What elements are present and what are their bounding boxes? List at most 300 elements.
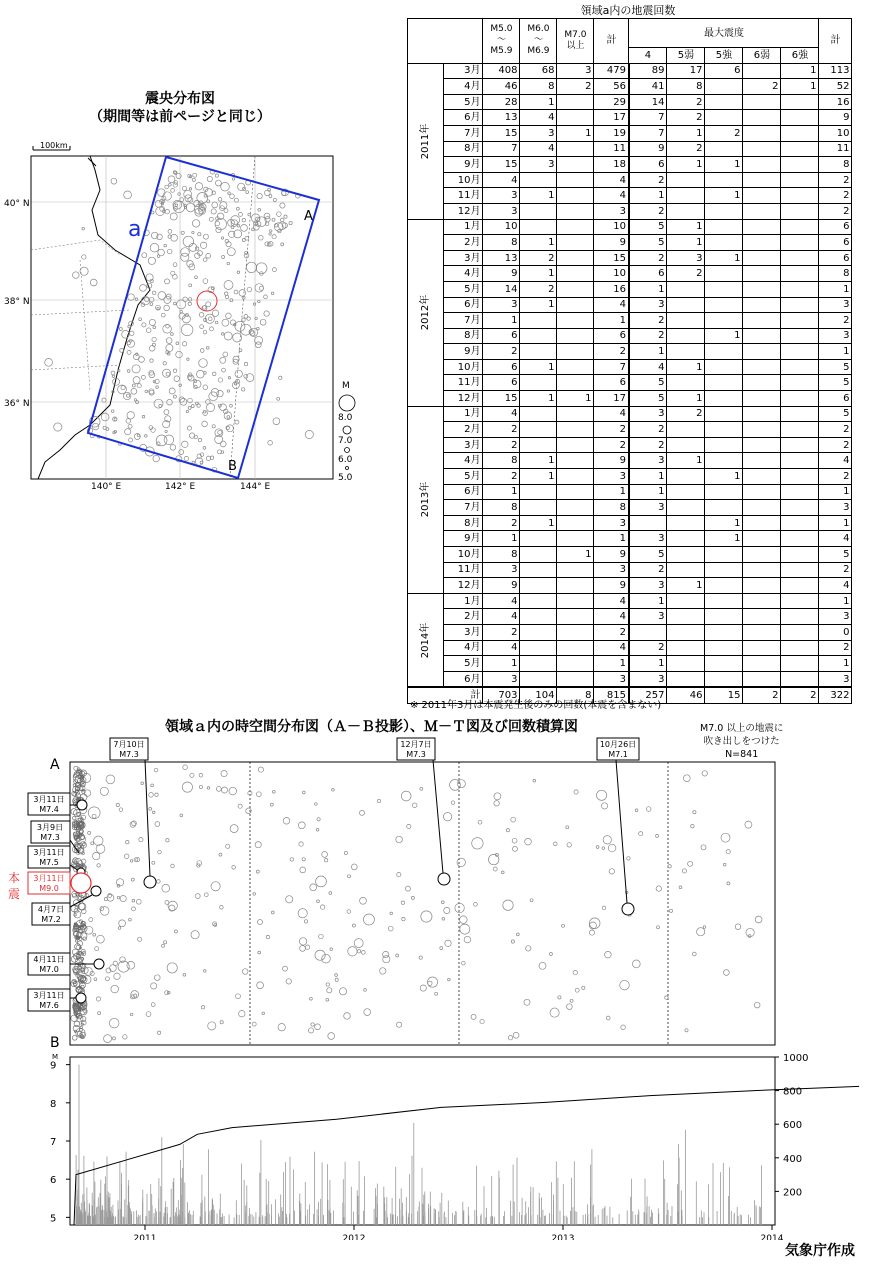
- count-cell: [557, 141, 594, 157]
- axis-a-label: A: [50, 757, 60, 773]
- count-cell: [781, 671, 819, 687]
- count-cell: 2: [520, 281, 557, 297]
- spacetime-dot: [746, 928, 754, 936]
- table-row: [408, 624, 852, 640]
- spacetime-dot: [204, 893, 208, 897]
- count-cell: 1: [819, 344, 852, 360]
- count-cell: [520, 562, 557, 578]
- count-cell: [557, 562, 594, 578]
- count-cell: [743, 203, 781, 219]
- dense-dot: [80, 1028, 83, 1031]
- count-cell: 4: [819, 453, 852, 469]
- legend-label-6: 6.0: [338, 455, 353, 465]
- spacetime-dot: [360, 897, 367, 904]
- count-cell: [743, 593, 781, 609]
- spacetime-dot: [183, 973, 186, 976]
- dense-dot: [72, 1035, 77, 1040]
- count-cell: 6: [594, 375, 629, 391]
- count-cell: [781, 203, 819, 219]
- table-row: [408, 203, 852, 219]
- spacetime-dot: [322, 954, 331, 963]
- count-cell: 6: [483, 375, 520, 391]
- table-row: [408, 593, 852, 609]
- table-caption: 領域a内の地震回数: [580, 4, 676, 17]
- spacetime-dot: [220, 1021, 223, 1024]
- table-row: [408, 125, 852, 141]
- count-cell: 4: [629, 359, 667, 375]
- table-row: [408, 141, 852, 157]
- count-cell: [743, 375, 781, 391]
- count-cell: 1: [594, 484, 629, 500]
- count-cell: [667, 203, 705, 219]
- count-cell: [743, 500, 781, 516]
- count-cell: 1: [594, 531, 629, 547]
- map-title-line2: （期間等は前ページと同じ）: [89, 109, 271, 125]
- table-row: [408, 297, 852, 313]
- header-int-5u: 5強: [705, 48, 743, 64]
- count-cell: 10: [483, 219, 520, 235]
- spacetime-dot: [455, 903, 464, 912]
- corner-b-label: B: [228, 459, 237, 474]
- spacetime-dot: [91, 842, 94, 845]
- spacetime-dot: [208, 1022, 216, 1030]
- spacetime-dot: [116, 803, 119, 806]
- spacetime-dot: [167, 963, 177, 973]
- spacetime-dot: [104, 1035, 112, 1043]
- count-cell: 2: [557, 79, 594, 95]
- svg-text:3月11日: 3月11日: [33, 874, 65, 883]
- count-cell: 8: [594, 500, 629, 516]
- month-cell: 9月: [444, 344, 483, 360]
- count-cell: 3: [819, 671, 852, 687]
- year-label: 2014年: [408, 593, 444, 687]
- spacetime-dot: [155, 975, 161, 981]
- table-row: [408, 328, 852, 344]
- spacetime-dot: [226, 844, 230, 848]
- count-cell: [743, 63, 781, 79]
- svg-text:3月11日: 3月11日: [33, 991, 65, 1000]
- spacetime-dot: [219, 853, 222, 856]
- count-cell: [557, 250, 594, 266]
- spacetime-dot: [464, 936, 471, 943]
- count-cell: 1: [520, 94, 557, 110]
- month-cell: 3月: [444, 250, 483, 266]
- count-cell: 6: [819, 391, 852, 407]
- count-cell: [781, 266, 819, 282]
- svg-text:3月11日: 3月11日: [33, 848, 65, 857]
- spacetime-dot: [348, 947, 357, 956]
- count-cell: 1: [520, 359, 557, 375]
- svg-text:M7.3: M7.3: [119, 750, 139, 759]
- spacetime-dot: [113, 961, 117, 965]
- count-cell: 29: [594, 94, 629, 110]
- svg-text:3月9日: 3月9日: [36, 823, 64, 832]
- spacetime-dot: [632, 960, 640, 968]
- mt-tick-label: 7: [50, 1137, 57, 1148]
- spacetime-dot: [390, 912, 393, 915]
- header-total: 計: [594, 19, 629, 64]
- spacetime-dot: [550, 1008, 559, 1017]
- spacetime-dot: [304, 920, 307, 923]
- total-cell: 46: [667, 687, 705, 703]
- spacetime-dot: [339, 988, 346, 995]
- count-cell: 5: [819, 375, 852, 391]
- count-cell: [520, 344, 557, 360]
- count-cell: [520, 422, 557, 438]
- spacetime-dot: [216, 787, 221, 792]
- count-cell: [667, 531, 705, 547]
- spacetime-dot: [589, 930, 594, 935]
- spacetime-dot: [258, 951, 261, 954]
- count-cell: [743, 437, 781, 453]
- count-cell: [520, 531, 557, 547]
- spacetime-dot: [253, 893, 256, 896]
- spacetime-dot: [328, 1033, 335, 1040]
- spacetime-dot: [311, 1023, 314, 1026]
- spacetime-dot: [420, 985, 426, 991]
- count-cell: [781, 391, 819, 407]
- count-cell: [557, 422, 594, 438]
- table-row: [408, 313, 852, 329]
- spacetime-dot: [199, 785, 202, 788]
- count-cell: 6: [629, 266, 667, 282]
- month-cell: 2月: [444, 235, 483, 251]
- spacetime-dot: [621, 1025, 626, 1030]
- spacetime-dot: [132, 907, 136, 911]
- count-cell: 3: [520, 157, 557, 173]
- count-cell: 1: [520, 453, 557, 469]
- spacetime-dot: [136, 899, 141, 904]
- x-tick-label: 2012: [342, 1234, 366, 1240]
- total-cell: 15: [705, 687, 743, 703]
- spacetime-dot: [357, 950, 360, 953]
- count-cell: [557, 656, 594, 672]
- count-cell: [520, 624, 557, 640]
- spacetime-dot: [283, 818, 290, 825]
- month-cell: 4月: [444, 640, 483, 656]
- spacetime-dot: [567, 1004, 573, 1010]
- table-row: [408, 266, 852, 282]
- spacetime-dot: [310, 884, 317, 891]
- spacetime-dot: [131, 878, 134, 881]
- spacetime-dot: [508, 1036, 512, 1040]
- month-cell: 12月: [444, 203, 483, 219]
- count-cell: 113: [819, 63, 852, 79]
- count-cell: 2: [667, 110, 705, 126]
- total-cell: 703: [483, 687, 520, 703]
- count-cell: [743, 172, 781, 188]
- spacetime-dot: [305, 945, 309, 949]
- dense-dot: [75, 940, 77, 942]
- spacetime-dot: [412, 803, 417, 808]
- spacetime-dot: [608, 844, 616, 852]
- spacetime-dot: [300, 867, 306, 873]
- total-cell: 2: [781, 687, 819, 703]
- left-callouts: [28, 793, 104, 1011]
- count-cell: 1: [667, 391, 705, 407]
- count-cell: [705, 484, 743, 500]
- count-cell: 15: [483, 157, 520, 173]
- count-cell: 3: [629, 297, 667, 313]
- spacetime-dot: [335, 978, 338, 981]
- svg-text:4月7日: 4月7日: [37, 905, 65, 914]
- spacetime-dot: [93, 933, 96, 936]
- spacetime-dot: [283, 966, 288, 971]
- spacetime-dot: [94, 836, 103, 845]
- total-label: 計: [408, 687, 483, 703]
- header-int-6l: 6弱: [743, 48, 781, 64]
- count-cell: [557, 484, 594, 500]
- count-cell: [743, 188, 781, 204]
- month-cell: 11月: [444, 375, 483, 391]
- count-cell: [705, 375, 743, 391]
- mt-tick-label: 8: [50, 1098, 57, 1110]
- spacetime-dot: [256, 870, 259, 873]
- spacetime-dot: [657, 926, 660, 929]
- spacetime-dot: [255, 842, 261, 848]
- count-cell: 1: [629, 484, 667, 500]
- spacetime-dot: [94, 978, 97, 981]
- count-cell: 2: [629, 640, 667, 656]
- count-cell: [520, 656, 557, 672]
- count-cell: 3: [629, 531, 667, 547]
- spacetime-dot: [494, 801, 499, 806]
- count-cell: [705, 437, 743, 453]
- total-cell: 815: [594, 687, 629, 703]
- mt-tick-label: 9: [50, 1060, 57, 1072]
- count-cell: 2: [594, 437, 629, 453]
- spacetime-dot: [258, 920, 263, 925]
- mainshock-label-1: 本: [8, 871, 21, 885]
- callout-top-1: [397, 738, 450, 885]
- count-cell: 2: [594, 344, 629, 360]
- count-cell: 1: [594, 656, 629, 672]
- month-cell: 11月: [444, 188, 483, 204]
- header-int-4: 4: [629, 48, 667, 64]
- table-row: [408, 640, 852, 656]
- table-row: [408, 110, 852, 126]
- count-cell: 2: [629, 172, 667, 188]
- spacetime-dot: [554, 842, 558, 846]
- count-cell: 1: [667, 219, 705, 235]
- total-cell: 2: [743, 687, 781, 703]
- spacetime-dot: [516, 933, 519, 936]
- count-cell: 1: [520, 235, 557, 251]
- month-cell: 2月: [444, 609, 483, 625]
- count-cell: [705, 656, 743, 672]
- lon-label-140: 140° E: [91, 482, 122, 490]
- spacetime-dot: [130, 1013, 133, 1016]
- count-cell: [743, 157, 781, 173]
- svg-text:M7.6: M7.6: [39, 1001, 59, 1010]
- spacetime-dot: [513, 846, 518, 851]
- count-cell: 1: [629, 593, 667, 609]
- count-cell: [743, 469, 781, 485]
- count-cell: [557, 406, 594, 422]
- count-cell: [781, 141, 819, 157]
- svg-text:M9.0: M9.0: [39, 884, 59, 893]
- count-cell: 2: [629, 203, 667, 219]
- spacetime-dot: [300, 946, 306, 952]
- count-cell: [743, 125, 781, 141]
- count-cell: 1: [483, 313, 520, 329]
- spacetime-dot: [151, 784, 154, 787]
- spacetime-dot: [118, 927, 121, 930]
- spacetime-dot: [127, 961, 135, 969]
- month-cell: 9月: [444, 531, 483, 547]
- count-cell: [743, 422, 781, 438]
- count-cell: [781, 624, 819, 640]
- count-cell: [667, 422, 705, 438]
- spacetime-dot: [377, 799, 380, 802]
- spacetime-dot: [138, 937, 142, 941]
- spacetime-dot: [149, 793, 154, 798]
- table-row: [408, 359, 852, 375]
- spacetime-dot: [201, 1006, 204, 1009]
- spacetime-dot: [462, 961, 466, 965]
- spacetime-dot: [511, 940, 514, 943]
- count-cell: 2: [629, 313, 667, 329]
- spacetime-dot: [211, 882, 220, 891]
- spacetime-dot: [239, 1011, 245, 1017]
- count-cell: [781, 656, 819, 672]
- spacetime-dot: [679, 886, 682, 889]
- spacetime-dot: [360, 810, 365, 815]
- month-cell: 7月: [444, 500, 483, 516]
- table-row: [408, 406, 852, 422]
- spacetime-dot: [525, 838, 532, 845]
- year-label: 2012年: [408, 219, 444, 406]
- spacetime-dot: [724, 970, 730, 976]
- spacetime-dot: [602, 906, 606, 910]
- count-cell: [520, 437, 557, 453]
- count-cell: 8: [483, 235, 520, 251]
- spacetime-dot: [474, 902, 478, 906]
- count-cell: 68: [520, 63, 557, 79]
- count-cell: [743, 219, 781, 235]
- count-cell: [743, 609, 781, 625]
- count-cell: [705, 313, 743, 329]
- month-cell: 8月: [444, 141, 483, 157]
- spacetime-dot: [89, 918, 93, 922]
- count-cell: [743, 484, 781, 500]
- count-cell: [557, 266, 594, 282]
- count-cell: [557, 515, 594, 531]
- spacetime-dot: [262, 1012, 265, 1015]
- count-cell: [705, 578, 743, 594]
- spacetime-dot: [120, 896, 126, 902]
- svg-text:M7.0: M7.0: [39, 965, 59, 974]
- spacetime-dot: [702, 771, 707, 776]
- table-row: [408, 469, 852, 485]
- spacetime-dot: [308, 1028, 313, 1033]
- spacetime-dot: [290, 858, 293, 861]
- spacetime-dot: [589, 918, 600, 929]
- month-cell: 10月: [444, 547, 483, 563]
- count-cell: [557, 609, 594, 625]
- count-cell: [743, 578, 781, 594]
- count-cell: [705, 422, 743, 438]
- count-cell: [557, 375, 594, 391]
- spacetime-dot: [388, 926, 393, 931]
- spacetime-dot: [315, 1024, 321, 1030]
- x-tick-label: 2011: [133, 1234, 157, 1240]
- spacetime-dot: [105, 977, 109, 981]
- spacetime-note: M7.0 以上の地震に 吹き出しをつけた N=841: [700, 723, 784, 760]
- spacetime-dot: [539, 962, 546, 969]
- spacetime-dot: [513, 1032, 519, 1038]
- count-cell: 2: [667, 141, 705, 157]
- spacetime-dot: [199, 773, 203, 777]
- count-cell: 1: [483, 531, 520, 547]
- count-cell: [520, 578, 557, 594]
- count-cell: 1: [520, 469, 557, 485]
- count-cell: [667, 437, 705, 453]
- count-cell: [520, 219, 557, 235]
- count-cell: 3: [520, 125, 557, 141]
- count-cell: 9: [483, 578, 520, 594]
- count-cell: [705, 203, 743, 219]
- count-cell: [743, 235, 781, 251]
- count-cell: [781, 609, 819, 625]
- month-cell: 4月: [444, 79, 483, 95]
- spacetime-dot: [441, 901, 444, 904]
- month-cell: 2月: [444, 422, 483, 438]
- spacetime-dot: [460, 916, 468, 924]
- spacetime-dot: [402, 917, 405, 920]
- count-cell: 2: [629, 437, 667, 453]
- month-cell: 3月: [444, 624, 483, 640]
- count-cell: [557, 313, 594, 329]
- count-cell: 2: [819, 422, 852, 438]
- count-cell: [781, 593, 819, 609]
- spacetime-dot: [111, 985, 119, 993]
- table-row: [408, 609, 852, 625]
- count-cell: [520, 328, 557, 344]
- table-row: [408, 63, 852, 79]
- spacetime-dot: [597, 790, 607, 800]
- spacetime-dot: [322, 852, 328, 858]
- count-cell: 2: [667, 406, 705, 422]
- count-cell: [781, 515, 819, 531]
- count-cell: 19: [594, 125, 629, 141]
- spacetime-dot: [123, 1035, 127, 1039]
- callout-left-0: [28, 793, 87, 815]
- spacetime-dot: [330, 948, 333, 951]
- svg-text:10月26日: 10月26日: [599, 740, 637, 749]
- spacetime-dot: [97, 935, 105, 943]
- count-cell: [743, 266, 781, 282]
- spacetime-dot: [118, 961, 129, 972]
- count-cell: [781, 344, 819, 360]
- header-int-6u: 6強: [781, 48, 819, 64]
- count-cell: 15: [483, 391, 520, 407]
- count-cell: [705, 344, 743, 360]
- header-intensity-total: 計: [819, 19, 852, 64]
- cum-tick-label: 800: [783, 1086, 803, 1098]
- count-cell: [781, 359, 819, 375]
- spacetime-dot: [506, 829, 509, 832]
- spacetime-dot: [703, 926, 706, 929]
- count-cell: [705, 547, 743, 563]
- count-cell: [705, 359, 743, 375]
- count-cell: 9: [819, 110, 852, 126]
- count-cell: 2: [629, 562, 667, 578]
- legend-label-8: 8.0: [338, 413, 353, 423]
- count-cell: 4: [483, 593, 520, 609]
- count-cell: [705, 172, 743, 188]
- mt-tick-label: 5: [50, 1213, 57, 1225]
